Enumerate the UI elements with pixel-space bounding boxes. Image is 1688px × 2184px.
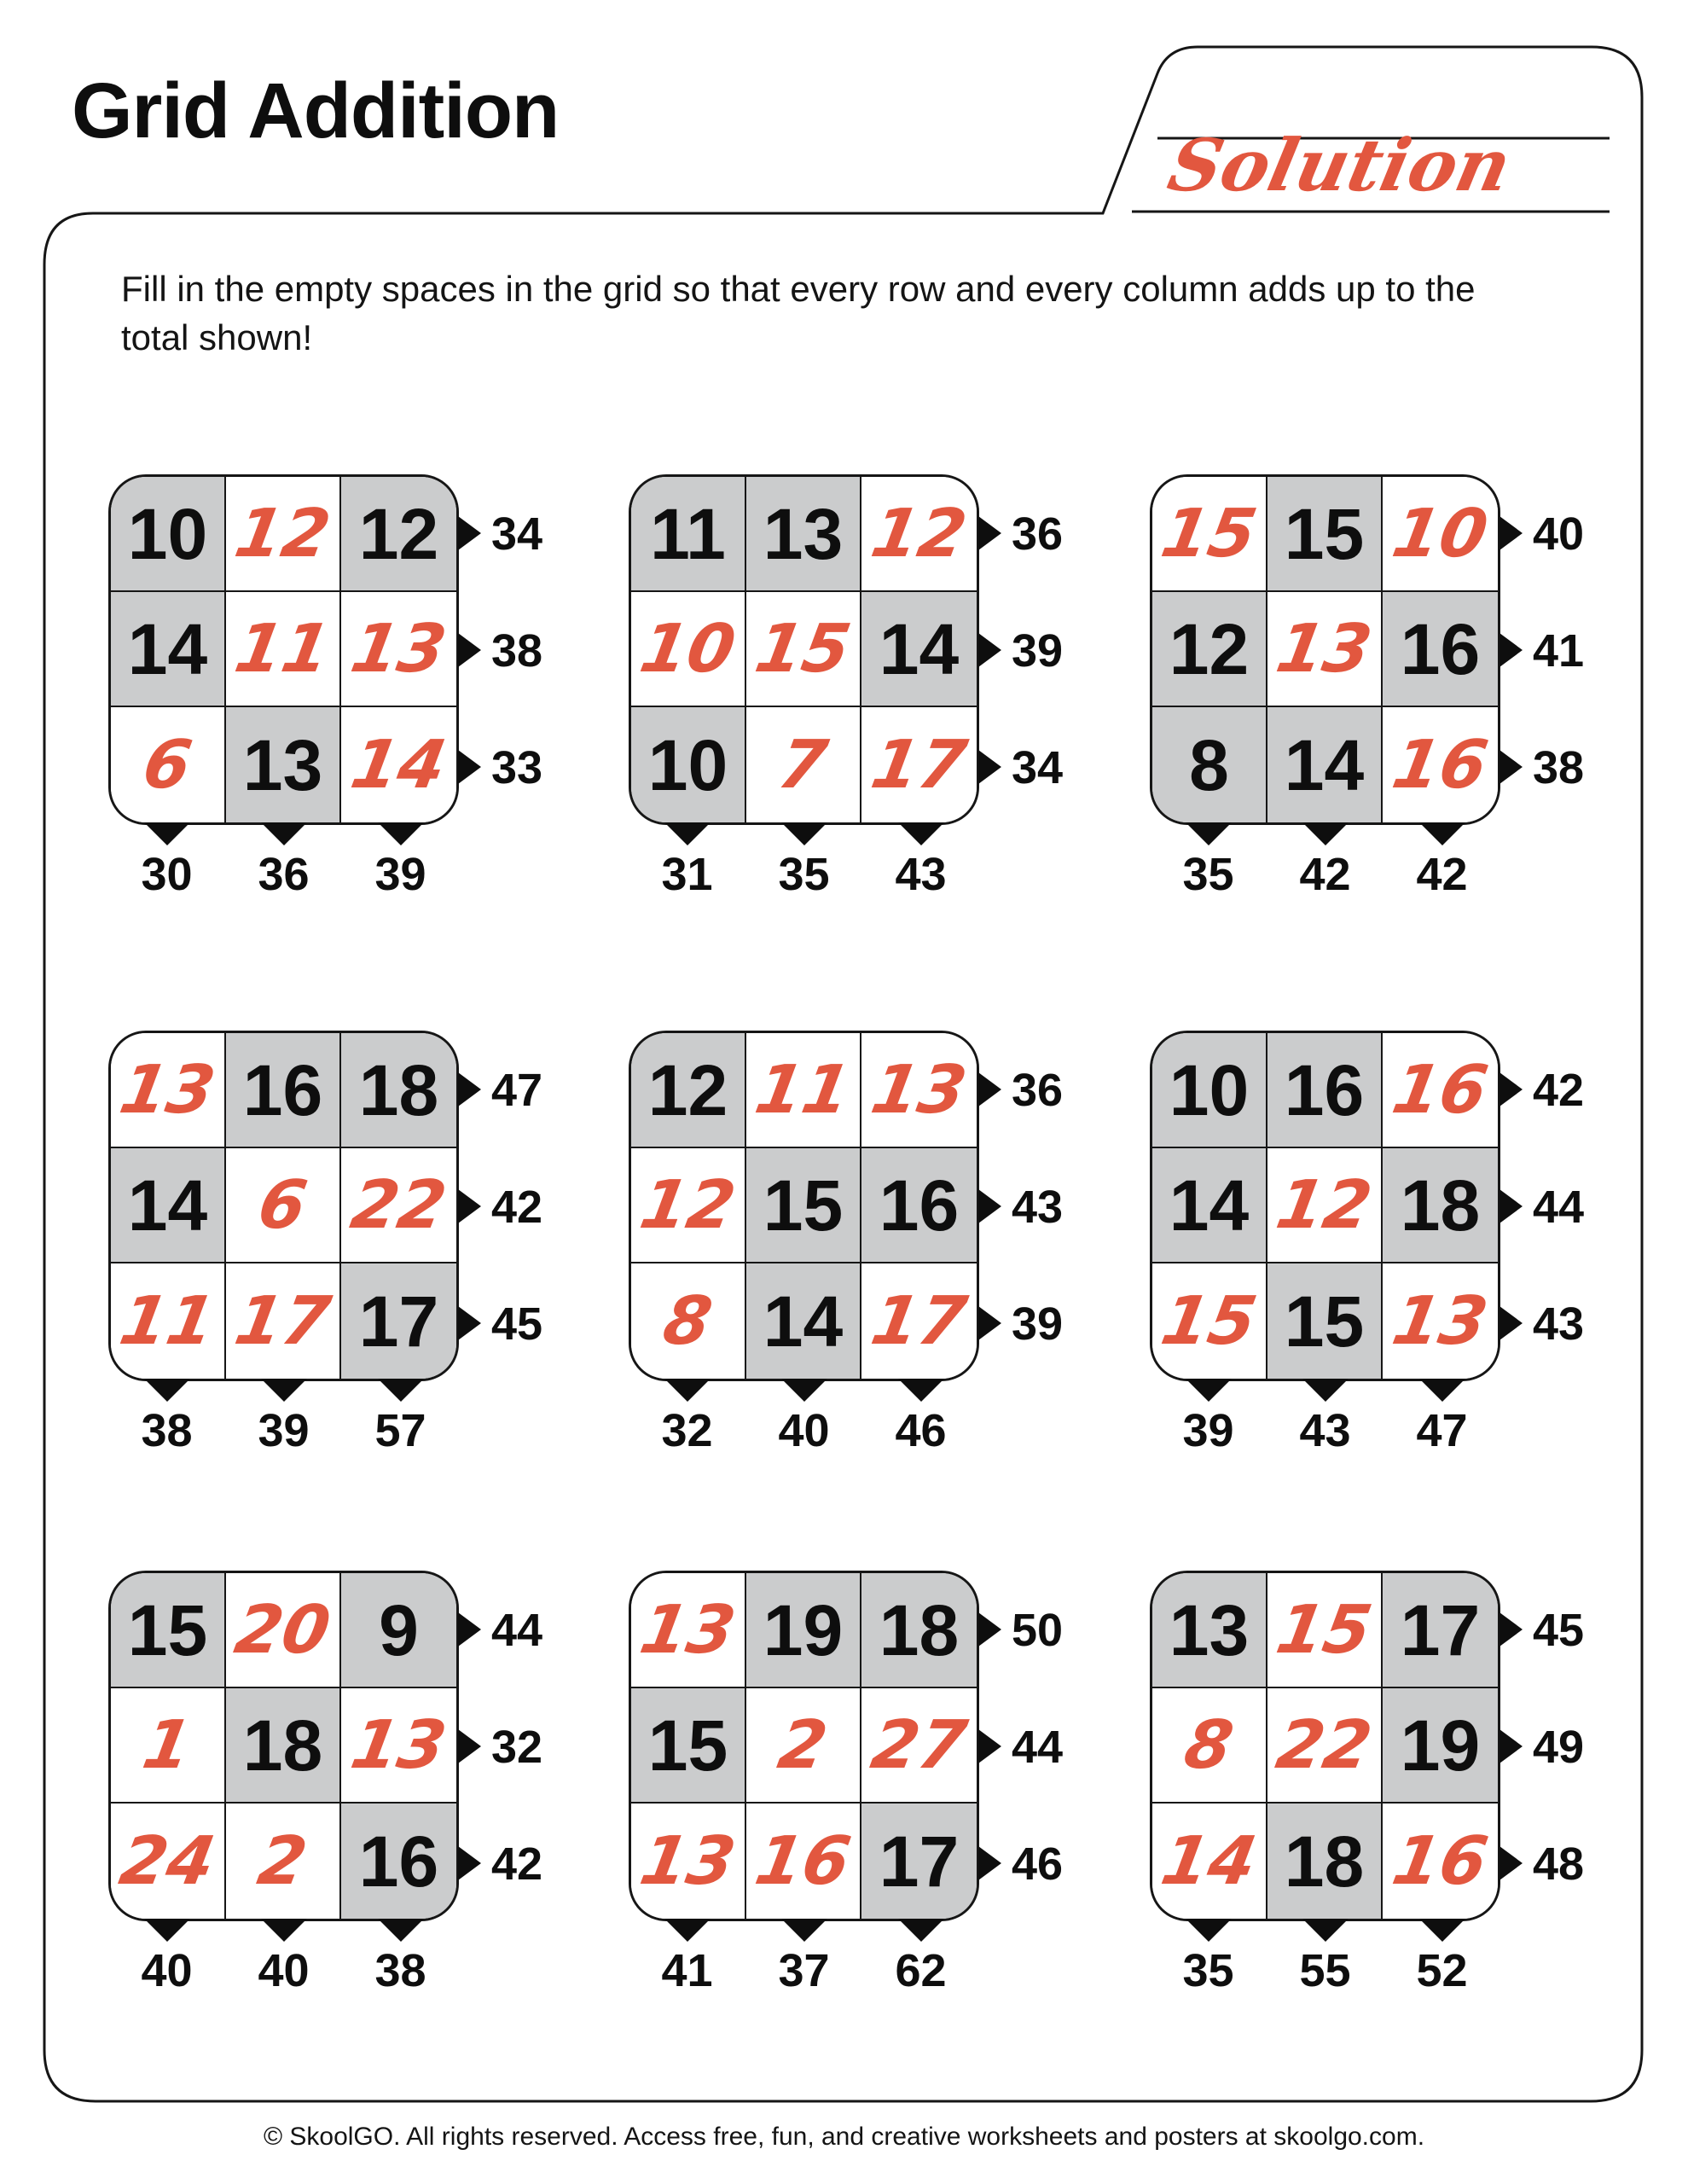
col-total: 38 (374, 1945, 426, 1996)
cell-number: 1 (137, 1706, 198, 1784)
row-total: 32 (491, 1721, 543, 1773)
row-total: 45 (491, 1298, 543, 1350)
row-total: 42 (491, 1181, 543, 1233)
cell-number: 16 (750, 1822, 856, 1900)
col-total: 36 (258, 849, 310, 900)
cell-number: 13 (1169, 1589, 1250, 1670)
col-total: 32 (661, 1405, 713, 1456)
cell-number: 22 (345, 1166, 452, 1244)
instructions-text: Fill in the empty spaces in the grid so that every row and every column adds up to the total shown! (121, 269, 1476, 358)
given-cell (111, 1573, 226, 1688)
cell-number: 19 (1400, 1705, 1481, 1786)
cell-number: 15 (1284, 493, 1365, 574)
cell-number: 14 (127, 1165, 208, 1246)
row-total: 39 (1012, 624, 1064, 677)
col-total-arrow-icon (1302, 1919, 1349, 1942)
cell-number: 12 (647, 1049, 728, 1130)
page-title: Grid Addition (72, 67, 560, 154)
cell-number: 13 (635, 1591, 741, 1669)
solution-cell (226, 592, 341, 707)
cell-number: 10 (127, 493, 208, 574)
cell-number: 14 (1169, 1165, 1250, 1246)
row-total: 44 (1012, 1721, 1064, 1773)
col-total: 47 (1416, 1405, 1468, 1456)
cell-number: 16 (358, 1821, 439, 1902)
col-total-arrow-icon (144, 822, 190, 845)
row-total-arrow-icon (458, 1729, 481, 1763)
col-total-arrow-icon (378, 1379, 424, 1402)
given-cell (1267, 477, 1383, 592)
solution-cell (746, 1804, 861, 1919)
row-total-arrow-icon (1499, 750, 1523, 784)
cell-number: 17 (879, 1821, 960, 1902)
row-total-arrow-icon (1499, 516, 1523, 550)
grid-block (108, 1571, 595, 2006)
number-grid (108, 474, 459, 825)
col-total-arrow-icon (1419, 822, 1465, 845)
given-cell (746, 1573, 861, 1688)
solution-cell (861, 1033, 977, 1148)
number-grid (1150, 1571, 1500, 1921)
col-total: 35 (1182, 1945, 1234, 1996)
row-total-arrow-icon (978, 1846, 1001, 1880)
col-total-arrow-icon (144, 1919, 190, 1942)
cell-number: 20 (229, 1591, 336, 1669)
cell-number: 15 (1271, 1591, 1378, 1669)
cell-number: 12 (358, 493, 439, 574)
solution-cell (226, 1148, 341, 1263)
col-total: 55 (1299, 1945, 1351, 1996)
row-total: 42 (491, 1838, 543, 1890)
cell-number: 16 (1387, 1822, 1494, 1900)
col-total-arrow-icon (1186, 822, 1232, 845)
cell-number: 15 (1284, 1281, 1365, 1362)
grid-block (629, 474, 1115, 909)
solution-cell (631, 1573, 746, 1688)
cell-number: 7 (773, 726, 833, 804)
solution-cell (341, 1148, 456, 1263)
solution-cell (1152, 1804, 1267, 1919)
row-total: 48 (1533, 1838, 1585, 1890)
grid-block (108, 1031, 595, 1466)
given-cell (631, 477, 746, 592)
row-total: 42 (1533, 1064, 1585, 1116)
solution-cell (1383, 707, 1498, 822)
row-total: 43 (1012, 1181, 1064, 1233)
col-total: 31 (661, 849, 713, 900)
col-total: 57 (374, 1405, 426, 1456)
row-total-arrow-icon (1499, 1846, 1523, 1880)
grid-block (1150, 1031, 1636, 1466)
solution-cell (111, 1033, 226, 1148)
cell-number: 14 (1156, 1822, 1262, 1900)
row-total-arrow-icon (458, 1189, 481, 1223)
solution-cell (111, 707, 226, 822)
row-total-arrow-icon (978, 1072, 1001, 1107)
given-cell (1152, 1148, 1267, 1263)
cell-number: 13 (763, 493, 844, 574)
col-total: 52 (1416, 1945, 1468, 1996)
given-cell (746, 1263, 861, 1379)
col-total: 42 (1299, 849, 1351, 900)
grid-block (108, 474, 595, 909)
cell-number: 8 (658, 1282, 718, 1360)
cell-number: 15 (1156, 495, 1262, 572)
solution-cell (631, 592, 746, 707)
solution-cell (746, 1033, 861, 1148)
col-total-arrow-icon (1419, 1919, 1465, 1942)
col-total: 62 (895, 1945, 947, 1996)
solution-cell (631, 1263, 746, 1379)
col-total-arrow-icon (898, 1919, 944, 1942)
solution-tab-label: Solution (1161, 123, 1519, 207)
solution-cell (1267, 1688, 1383, 1804)
row-total-arrow-icon (458, 516, 481, 550)
row-total-arrow-icon (1499, 1729, 1523, 1763)
col-total-arrow-icon (1302, 1379, 1349, 1402)
number-grid (629, 474, 979, 825)
given-cell (226, 1688, 341, 1804)
solution-cell (1152, 1263, 1267, 1379)
row-total: 39 (1012, 1298, 1064, 1350)
col-total-arrow-icon (664, 822, 711, 845)
col-total-arrow-icon (261, 1379, 307, 1402)
solution-cell (1383, 1804, 1498, 1919)
col-total-arrow-icon (781, 1379, 827, 1402)
cell-number: 10 (635, 610, 741, 688)
solution-cell (341, 592, 456, 707)
given-cell (631, 707, 746, 822)
row-total: 49 (1533, 1721, 1585, 1773)
col-total: 46 (895, 1405, 947, 1456)
row-total: 47 (491, 1064, 543, 1116)
solution-cell (1267, 1573, 1383, 1688)
solution-cell (861, 477, 977, 592)
row-total-arrow-icon (1499, 633, 1523, 667)
row-total: 46 (1012, 1838, 1064, 1890)
cell-number: 12 (1271, 1166, 1378, 1244)
cell-number: 24 (114, 1822, 221, 1900)
number-grid (108, 1031, 459, 1381)
given-cell (1267, 1804, 1383, 1919)
col-total-arrow-icon (664, 1919, 711, 1942)
solution-cell (341, 707, 456, 822)
given-cell (1383, 1688, 1498, 1804)
cell-number: 22 (1271, 1706, 1378, 1784)
number-grid (629, 1031, 979, 1381)
cell-number: 17 (866, 1282, 972, 1360)
row-total-arrow-icon (978, 1189, 1001, 1223)
col-total: 43 (1299, 1405, 1351, 1456)
grid-block (629, 1031, 1115, 1466)
cell-number: 18 (242, 1705, 323, 1786)
given-cell (111, 1148, 226, 1263)
cell-number: 15 (763, 1165, 844, 1246)
row-total: 44 (491, 1604, 543, 1656)
row-total: 43 (1533, 1298, 1585, 1350)
footer-copyright: © SkoolGO. All rights reserved. Access free, fun, and creative worksheets and posters at skoolgo.com. (263, 2123, 1425, 2151)
col-total: 40 (258, 1945, 310, 1996)
solution-cell (861, 1688, 977, 1804)
cell-number: 18 (879, 1589, 960, 1670)
solution-cell (341, 1688, 456, 1804)
cell-number: 12 (635, 1166, 741, 1244)
given-cell (861, 592, 977, 707)
cell-number: 10 (647, 724, 728, 805)
cell-number: 27 (866, 1706, 972, 1784)
given-cell (1267, 707, 1383, 822)
cell-number: 15 (1156, 1282, 1262, 1360)
col-total: 40 (778, 1405, 830, 1456)
cell-number: 17 (229, 1282, 336, 1360)
given-cell (226, 707, 341, 822)
row-total-arrow-icon (458, 750, 481, 784)
cell-number: 13 (242, 724, 323, 805)
col-total: 39 (258, 1405, 310, 1456)
number-grid (1150, 1031, 1500, 1381)
given-cell (111, 477, 226, 592)
cell-number: 9 (379, 1589, 419, 1670)
row-total-arrow-icon (1499, 1306, 1523, 1340)
cell-number: 10 (1169, 1049, 1250, 1130)
cell-number: 17 (358, 1281, 439, 1362)
col-total-arrow-icon (378, 1919, 424, 1942)
cell-number: 14 (763, 1281, 844, 1362)
cell-number: 11 (114, 1282, 221, 1360)
cell-number: 10 (1387, 495, 1494, 572)
cell-number: 15 (750, 610, 856, 688)
row-total-arrow-icon (978, 633, 1001, 667)
row-total-arrow-icon (458, 1306, 481, 1340)
row-total-arrow-icon (978, 1306, 1001, 1340)
given-cell (341, 1033, 456, 1148)
cell-number: 16 (1284, 1049, 1365, 1130)
cell-number: 15 (127, 1589, 208, 1670)
solution-cell (1152, 1688, 1267, 1804)
col-total-arrow-icon (898, 822, 944, 845)
cell-number: 18 (1400, 1165, 1481, 1246)
cell-number: 14 (127, 608, 208, 689)
col-total-arrow-icon (1186, 1379, 1232, 1402)
given-cell (341, 1804, 456, 1919)
col-total: 39 (1182, 1405, 1234, 1456)
cell-number: 13 (1387, 1282, 1494, 1360)
col-total: 37 (778, 1945, 830, 1996)
number-grid (108, 1571, 459, 1921)
cell-number: 15 (647, 1705, 728, 1786)
col-total-arrow-icon (1186, 1919, 1232, 1942)
grid-block (1150, 1571, 1636, 2006)
solution-cell (861, 707, 977, 822)
given-cell (341, 1573, 456, 1688)
given-cell (746, 477, 861, 592)
given-cell (111, 592, 226, 707)
solution-cell (746, 707, 861, 822)
given-cell (1267, 1263, 1383, 1379)
grid-block (629, 1571, 1115, 2006)
given-cell (341, 1263, 456, 1379)
cell-number: 16 (242, 1049, 323, 1130)
cell-number: 13 (114, 1051, 221, 1129)
col-total-arrow-icon (664, 1379, 711, 1402)
row-total-arrow-icon (978, 750, 1001, 784)
cell-number: 12 (866, 495, 972, 572)
solution-cell (631, 1804, 746, 1919)
solution-cell (111, 1688, 226, 1804)
col-total-arrow-icon (898, 1379, 944, 1402)
solution-cell (631, 1148, 746, 1263)
solution-cell (226, 477, 341, 592)
given-cell (226, 1033, 341, 1148)
col-total-arrow-icon (261, 822, 307, 845)
cell-number: 13 (635, 1822, 741, 1900)
row-total-arrow-icon (458, 1612, 481, 1647)
col-total: 38 (141, 1405, 193, 1456)
row-total: 40 (1533, 508, 1585, 560)
row-total-arrow-icon (978, 1612, 1001, 1647)
cell-number: 16 (1387, 726, 1494, 804)
solution-cell (226, 1263, 341, 1379)
row-total-arrow-icon (1499, 1072, 1523, 1107)
row-total: 34 (1012, 741, 1064, 793)
given-cell (1152, 1033, 1267, 1148)
given-cell (1383, 1148, 1498, 1263)
given-cell (1267, 1033, 1383, 1148)
row-total: 36 (1012, 508, 1064, 560)
cell-number: 18 (358, 1049, 439, 1130)
given-cell (631, 1033, 746, 1148)
cell-number: 13 (345, 610, 452, 688)
col-total: 41 (661, 1945, 713, 1996)
row-total-arrow-icon (458, 1846, 481, 1880)
solution-cell (861, 1263, 977, 1379)
given-cell (861, 1573, 977, 1688)
solution-cell (1152, 477, 1267, 592)
cell-number: 11 (650, 493, 726, 574)
row-total: 34 (491, 508, 543, 560)
cell-number: 16 (1387, 1051, 1494, 1129)
given-cell (1152, 707, 1267, 822)
solution-cell (111, 1263, 226, 1379)
col-total: 42 (1416, 849, 1468, 900)
row-total: 44 (1533, 1181, 1585, 1233)
number-grid (629, 1571, 979, 1921)
number-grid (1150, 474, 1500, 825)
solution-cell (746, 1688, 861, 1804)
row-total-arrow-icon (978, 516, 1001, 550)
cell-number: 11 (750, 1051, 856, 1129)
col-total: 35 (778, 849, 830, 900)
cell-number: 2 (773, 1706, 833, 1784)
col-total-arrow-icon (1302, 822, 1349, 845)
solution-cell (1267, 592, 1383, 707)
solution-cell (111, 1804, 226, 1919)
row-total: 50 (1012, 1604, 1064, 1656)
cell-number: 17 (866, 726, 972, 804)
given-cell (1152, 592, 1267, 707)
solution-cell (1383, 1263, 1498, 1379)
solution-cell (226, 1573, 341, 1688)
solution-cell (1267, 1148, 1383, 1263)
row-total: 38 (1533, 741, 1585, 793)
given-cell (1383, 592, 1498, 707)
grid-block (1150, 474, 1636, 909)
col-total: 39 (374, 849, 426, 900)
given-cell (1152, 1573, 1267, 1688)
given-cell (861, 1148, 977, 1263)
col-total-arrow-icon (261, 1919, 307, 1942)
cell-number: 12 (229, 495, 336, 572)
cell-number: 6 (137, 726, 198, 804)
given-cell (341, 477, 456, 592)
col-total: 30 (141, 849, 193, 900)
solution-cell (226, 1804, 341, 1919)
given-cell (746, 1148, 861, 1263)
cell-number: 14 (879, 608, 960, 689)
col-total: 35 (1182, 849, 1234, 900)
col-total-arrow-icon (144, 1379, 190, 1402)
given-cell (631, 1688, 746, 1804)
row-total: 38 (491, 624, 543, 677)
row-total-arrow-icon (1499, 1612, 1523, 1647)
row-total: 33 (491, 741, 543, 793)
cell-number: 6 (252, 1166, 313, 1244)
given-cell (861, 1804, 977, 1919)
solution-cell (1383, 1033, 1498, 1148)
row-total-arrow-icon (978, 1729, 1001, 1763)
cell-number: 19 (763, 1589, 844, 1670)
row-total: 36 (1012, 1064, 1064, 1116)
cell-number: 13 (866, 1051, 972, 1129)
solution-cell (746, 592, 861, 707)
row-total: 45 (1533, 1604, 1585, 1656)
cell-number: 18 (1284, 1821, 1365, 1902)
cell-number: 14 (1284, 724, 1365, 805)
given-cell (1383, 1573, 1498, 1688)
solution-cell (1383, 477, 1498, 592)
cell-number: 13 (1271, 610, 1378, 688)
col-total: 40 (141, 1945, 193, 1996)
row-total-arrow-icon (458, 633, 481, 667)
cell-number: 14 (345, 726, 452, 804)
col-total-arrow-icon (781, 822, 827, 845)
cell-number: 8 (1189, 724, 1229, 805)
cell-number: 2 (252, 1822, 313, 1900)
cell-number: 16 (879, 1165, 960, 1246)
cell-number: 16 (1400, 608, 1481, 689)
col-total-arrow-icon (378, 822, 424, 845)
cell-number: 13 (345, 1706, 452, 1784)
row-total: 41 (1533, 624, 1585, 677)
cell-number: 8 (1179, 1706, 1239, 1784)
cell-number: 11 (229, 610, 336, 688)
row-total-arrow-icon (458, 1072, 481, 1107)
col-total: 43 (895, 849, 947, 900)
cell-number: 17 (1400, 1589, 1481, 1670)
col-total-arrow-icon (781, 1919, 827, 1942)
cell-number: 12 (1169, 608, 1250, 689)
col-total-arrow-icon (1419, 1379, 1465, 1402)
row-total-arrow-icon (1499, 1189, 1523, 1223)
